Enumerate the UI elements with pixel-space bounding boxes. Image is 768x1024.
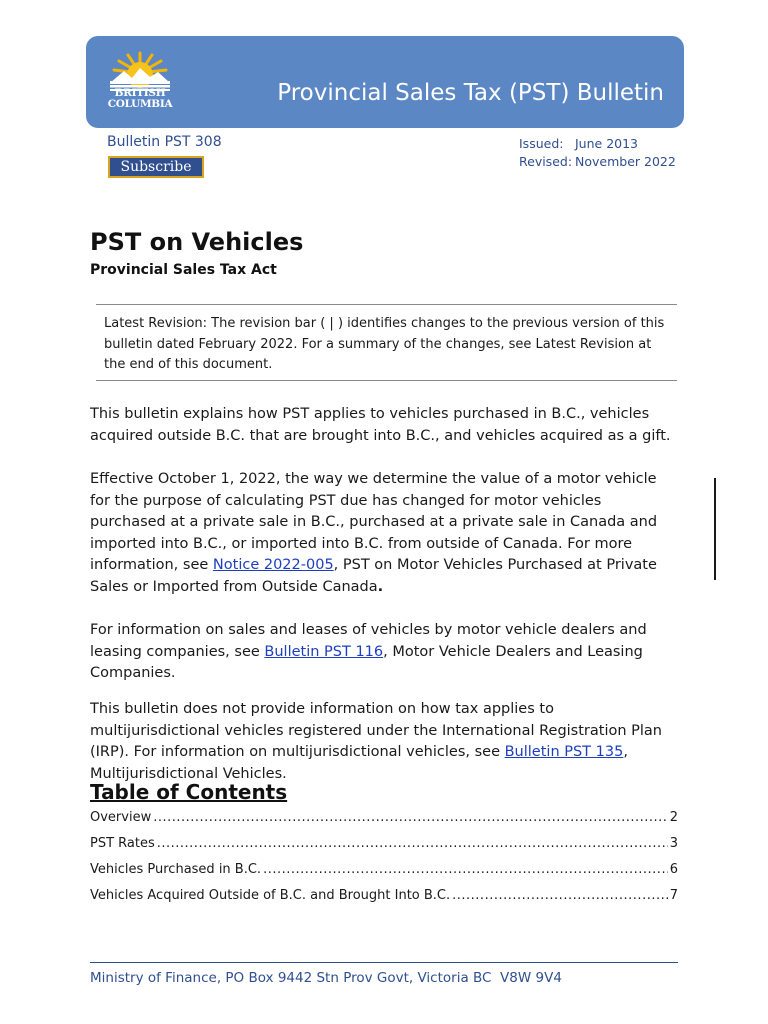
bulletin-dates xyxy=(519,135,676,171)
issued-label: Issued: xyxy=(519,136,564,151)
toc-entry-page: 7 xyxy=(669,888,678,903)
intro-paragraph: This bulletin explains how PST applies to vehicles purchased in B.C., vehicles acquired outside B.C. that are brought into B.C., and vehicles acquired as a gift. xyxy=(90,406,671,444)
bulletin-banner-title: Provincial Sales Tax (PST) Bulletin xyxy=(277,80,664,106)
issued-date: June 2013 xyxy=(575,136,639,151)
p2-text: Effective October 1, 2022, the way we determine the value of a motor vehicle for the purpose of calculating PST due has changed for motor vehicles purchased at a private sale in B.C., purchased at a private sale in Canada and imported into B.C., or imported into B.C. from outside of Canada. For more information, see xyxy=(90,471,658,573)
bulletin-pst-116-link[interactable]: Bulletin PST 116 xyxy=(264,643,384,660)
p2-after: , PST on Motor Vehicles Purchased at Private Sales or Imported from Outside Canada xyxy=(90,557,657,595)
revised-row xyxy=(519,153,676,171)
toc-entry-label: Overview xyxy=(90,810,152,825)
toc-entry-label: Vehicles Purchased in B.C. xyxy=(90,862,262,877)
p3-after: , Motor Vehicle Dealers and Leasing Companies. xyxy=(90,643,643,681)
toc-entry[interactable] xyxy=(90,810,678,836)
dealers-paragraph xyxy=(90,620,680,685)
p2-end: . xyxy=(377,578,384,595)
p3-text: For information on sales and leases of vehicles by motor vehicle dealers and leasing companies, see xyxy=(90,622,647,660)
latest-revision-note: Latest Revision: The revision bar ( | ) identifies changes to the previous version of this bulletin dated February 2022. For a summary of the changes, see Latest Revision at the end of this document. xyxy=(96,304,677,381)
table-of-contents xyxy=(90,810,678,914)
footer-divider xyxy=(90,962,678,963)
bc-sun-icon xyxy=(106,51,174,91)
revision-bar xyxy=(714,478,716,580)
footer-address: Ministry of Finance, PO Box 9442 Stn Prov Govt, Victoria BC V8W 9V4 xyxy=(90,970,562,986)
toc-entry-page: 2 xyxy=(669,810,678,825)
toc-entry[interactable] xyxy=(90,862,678,888)
document-subtitle: Provincial Sales Tax Act xyxy=(90,262,277,278)
toc-entry-label: PST Rates xyxy=(90,836,155,851)
p4-after: , Multijurisdictional Vehicles. xyxy=(90,744,628,782)
notice-2022-005-link[interactable]: Notice 2022-005 xyxy=(212,557,334,573)
toc-entry-label: Vehicles Acquired Outside of B.C. and Brought Into B.C. xyxy=(90,888,451,903)
bulletin-pst-135-link[interactable]: Bulletin PST 135 xyxy=(504,744,624,760)
issued-row xyxy=(519,135,676,153)
toc-entry[interactable] xyxy=(90,836,678,862)
logo-line-1: BRITISH xyxy=(114,87,166,99)
revised-date: November 2022 xyxy=(575,154,676,169)
document-title: PST on Vehicles xyxy=(90,228,304,256)
subscribe-button[interactable]: Subscribe xyxy=(108,156,204,178)
toc-entry[interactable] xyxy=(90,888,678,914)
header-banner xyxy=(86,36,684,128)
toc-heading: Table of Contents xyxy=(90,780,288,804)
irp-paragraph xyxy=(90,699,680,785)
bc-logo[interactable] xyxy=(106,51,174,113)
logo-line-2: COLUMBIA xyxy=(107,98,173,110)
revised-label: Revised: xyxy=(519,154,573,169)
p4-text: This bulletin does not provide information on how tax applies to multijurisdictional vehicles registered under the International Registration Plan (IRP). For information on multijurisdictional vehicles, see xyxy=(90,701,662,760)
toc-entry-page: 6 xyxy=(669,862,678,877)
toc-entry-page: 3 xyxy=(669,836,678,851)
bulletin-number: Bulletin PST 308 xyxy=(107,134,222,150)
effective-date-paragraph xyxy=(90,469,680,598)
